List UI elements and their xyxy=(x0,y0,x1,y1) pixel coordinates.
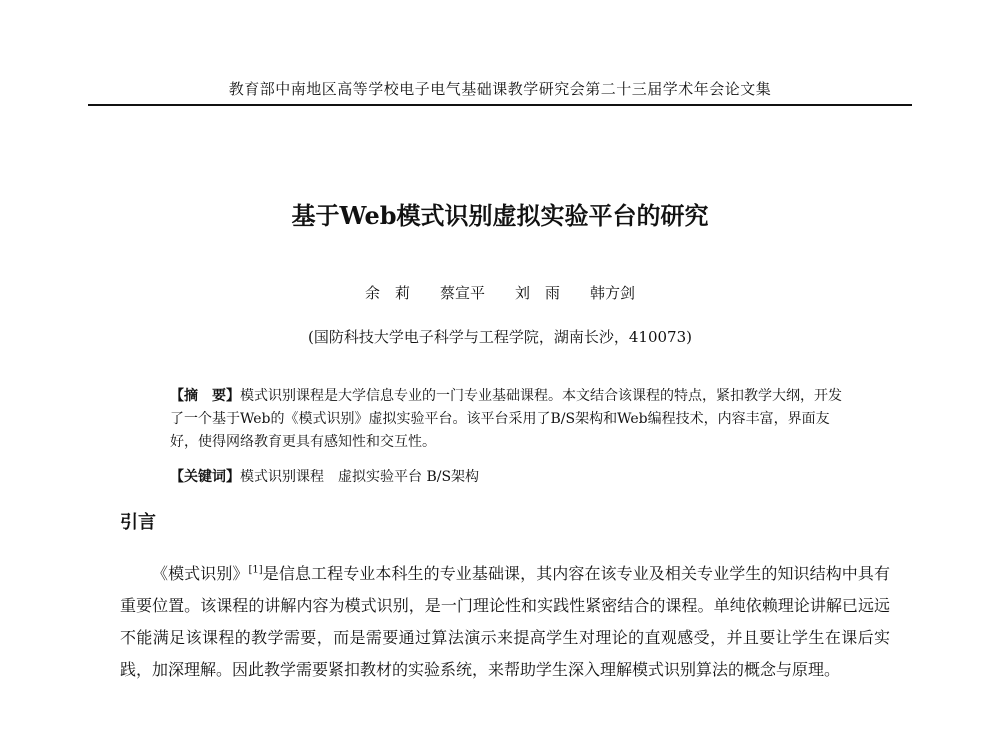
keywords-text: 模式识别课程 虚拟实验平台 B/S架构 xyxy=(240,469,480,485)
running-header: 教育部中南地区高等学校电子电气基础课教学研究会第二十三届学术年会论文集 xyxy=(228,80,772,98)
keywords-label: 【关键词】 xyxy=(170,469,240,485)
keywords xyxy=(170,466,850,489)
authors: 余 莉 蔡宣平 刘 雨 韩方剑 xyxy=(364,284,635,302)
affiliation: (国防科技大学电子科学与工程学院，湖南长沙，410073) xyxy=(308,328,692,346)
body-lead: 《模式识别》 xyxy=(152,564,249,583)
citation-marker: [1] xyxy=(248,564,263,576)
abstract-label: 【摘 要】 xyxy=(170,388,240,404)
header-rule xyxy=(88,104,912,106)
abstract xyxy=(170,385,850,454)
section-heading-introduction: 引言 xyxy=(120,512,156,533)
paper-title: 基于Web模式识别虚拟实验平台的研究 xyxy=(291,201,709,230)
body-paragraph xyxy=(120,558,890,686)
body-text: 是信息工程专业本科生的专业基础课，其内容在该专业及相关专业学生的知识结构中具有重要位置。该课程的讲解内容为模式识别，是一门理论性和实践性紧密结合的课程。单纯依赖理论讲解已远远不能满足该课程的教学需要，而是需要通过算法演示来提高学生对理论的直观感受，并且要让学生在课后实践，加深理解。因此教学需要紧扣教材的实验系统，来帮助学生深入理解模式识别算法的概念与原理。 xyxy=(120,564,890,679)
abstract-text: 模式识别课程是大学信息专业的一门专业基础课程。本文结合该课程的特点，紧扣教学大纲，开发了一个基于Web的《模式识别》虚拟实验平台。该平台采用了B/S架构和Web编程技术，内容丰富，界面友好，使得网络教育更具有感知性和交互性。 xyxy=(170,388,842,450)
